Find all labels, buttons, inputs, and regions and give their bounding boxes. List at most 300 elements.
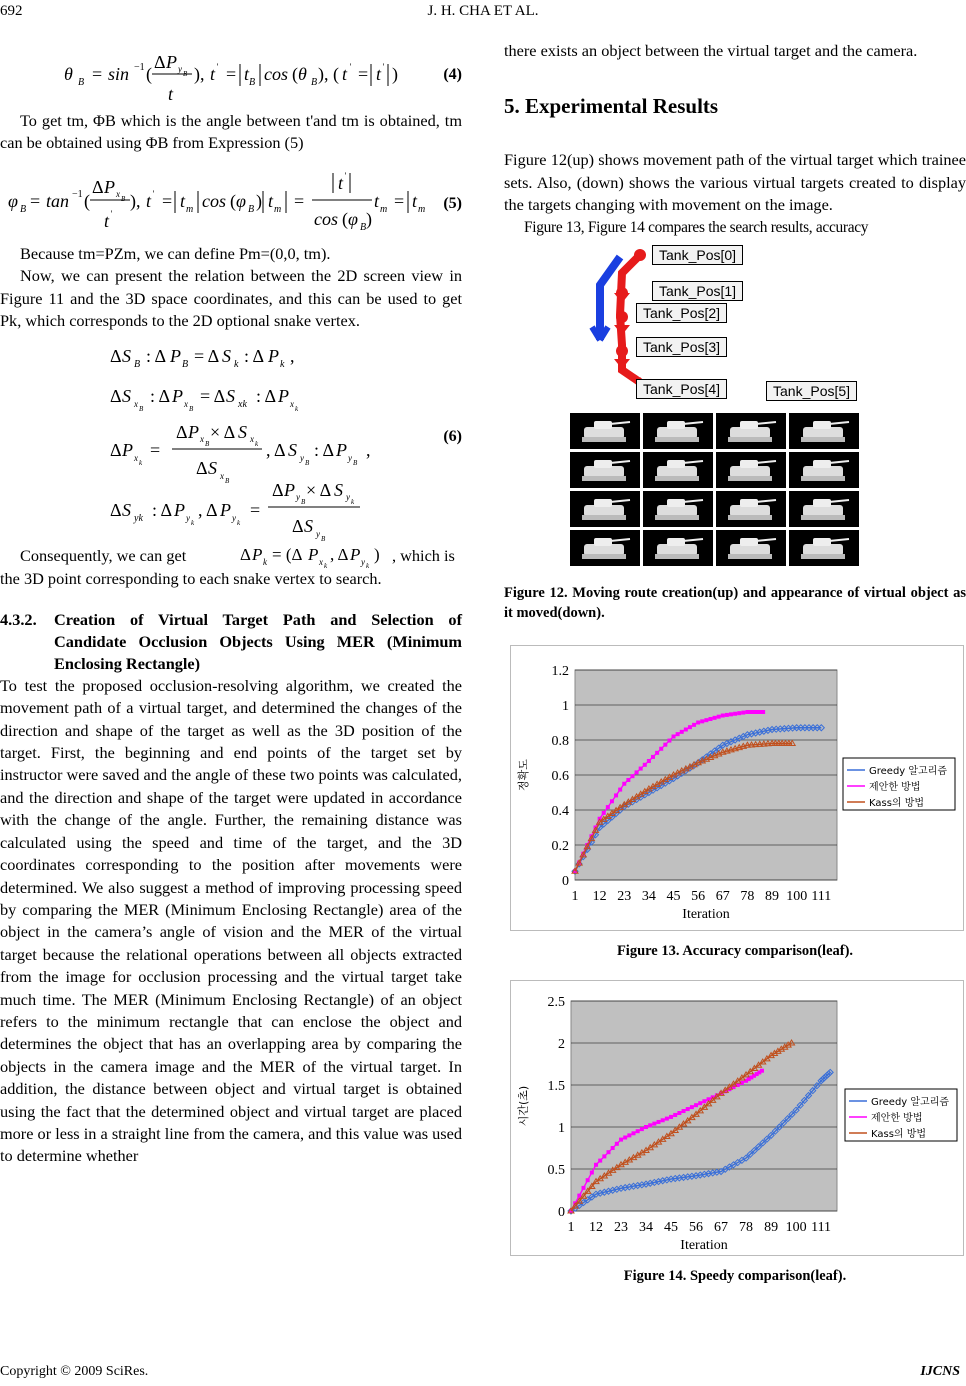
svg-text:B: B	[360, 221, 367, 233]
svg-text:=: =	[162, 190, 173, 211]
data-point	[607, 1150, 611, 1154]
svg-text:x: x	[220, 471, 224, 482]
x-tick-label: 45	[664, 1220, 679, 1236]
data-point	[606, 805, 610, 809]
svg-text:t: t	[342, 64, 348, 84]
data-point	[582, 1186, 586, 1190]
data-point	[737, 711, 741, 715]
subsection-heading	[0, 609, 462, 675]
paragraph: To test the proposed occlusion-resolving algorithm, we created the movement path of a virtual target, and determined the changes of the direction and shape of the target as well as the 3D position of the target. First, the beginning and end points of the target set by instructor were saved and the angle of these two points was calculated, and the direction and shape of the target were updated in accordance with the change of the angle. Further, the remaining distance was calculated using the speed and time of the target, and the 3D coordinates corresponding to the position after movements were determined. We also suggest a method of improving processing speed by comparing the MER (Minimum Enclosing Rectangle) area of the object in the camera’s angle of vision and the MER of the virtual target because the relational operations between all objects extracted from the image for occlusion processing and the virtual target take much time. The MER (Minimum Enclosing Rectangle) of an object refers to the minimum rectangle that can enclose the object and determines the object that has an overlapping area by comparing the objects in the camera image and the MER of the virtual target. In addition, the distance between object and virtual target is obtained using the fact that the determined object and virtual target are placed more or less in a straight line from the camera, and this value was used to determine whether	[0, 675, 462, 1166]
svg-text:,: ,	[290, 346, 295, 367]
svg-text:S: S	[222, 346, 231, 367]
data-point	[713, 716, 717, 720]
data-point	[657, 1120, 661, 1124]
tank-label: Tank_Pos[5]	[766, 381, 857, 401]
y-axis-label: 정확도	[517, 759, 530, 791]
svg-text:P: P	[170, 346, 181, 367]
legend-entry: 제안한 방법	[871, 1113, 923, 1125]
y-tick-label: 0.2	[551, 839, 569, 855]
tank-thumbnail	[643, 413, 713, 449]
data-point	[618, 788, 622, 792]
x-tick-label: 12	[589, 1220, 604, 1236]
paragraph: Figure 12(up) shows movement path of the virtual target which trainee sets. Also, (down) shows the various virtual targets created to display the targets changing with movement on the image.	[504, 150, 966, 215]
svg-text:=: =	[30, 190, 41, 211]
y-tick-label: 0.5	[547, 1163, 565, 1179]
svg-text:P: P	[350, 545, 361, 565]
x-tick-label: 78	[739, 1220, 754, 1236]
svg-text:B: B	[321, 535, 326, 543]
svg-text:t: t	[210, 64, 216, 84]
svg-text:y: y	[361, 557, 365, 568]
svg-text:B: B	[353, 459, 358, 468]
x-tick-label: 56	[689, 1220, 704, 1236]
svg-text:P: P	[174, 500, 185, 521]
x-tick-label: 56	[691, 889, 706, 905]
svg-text:t: t	[104, 210, 110, 231]
svg-text:=: =	[294, 190, 305, 211]
data-point	[684, 728, 688, 732]
svg-text:k: k	[324, 562, 328, 569]
data-point	[610, 799, 614, 803]
left-column	[0, 40, 462, 1168]
data-point	[626, 778, 630, 782]
svg-text:=: =	[250, 500, 261, 521]
svg-text:k: k	[255, 440, 259, 449]
equation-4	[0, 40, 462, 110]
page-number: 692	[0, 3, 23, 19]
data-point	[733, 712, 737, 716]
data-point	[696, 721, 700, 725]
svg-text:P: P	[308, 545, 319, 565]
svg-text:Δ: Δ	[292, 516, 304, 537]
tank-thumbnail	[570, 452, 640, 488]
svg-text:y: y	[346, 492, 350, 503]
journal-name: IJCNS	[920, 1364, 960, 1379]
data-point	[673, 1113, 677, 1117]
data-point	[636, 1129, 640, 1133]
data-point	[619, 1138, 623, 1142]
tank-thumbnail	[716, 452, 786, 488]
svg-text:': '	[344, 170, 346, 181]
data-point	[672, 735, 676, 739]
svg-text:): )	[392, 64, 398, 84]
tank-label: Tank_Pos[3]	[636, 337, 727, 357]
data-point	[644, 1125, 648, 1129]
tank-label: Tank_Pos[4]	[636, 379, 727, 399]
svg-text:: Δ: : Δ	[314, 440, 335, 461]
data-point	[677, 1111, 681, 1115]
data-point	[602, 811, 606, 815]
svg-text:S: S	[122, 386, 131, 407]
svg-text:Δ: Δ	[196, 458, 208, 479]
data-point	[594, 1163, 598, 1167]
svg-text:),: ),	[194, 64, 205, 84]
svg-text:: Δ: : Δ	[152, 500, 173, 521]
x-tick-label: 1	[567, 1220, 575, 1236]
data-point	[680, 730, 684, 734]
svg-text:S: S	[122, 500, 131, 521]
data-point	[663, 743, 667, 747]
svg-text:B: B	[301, 498, 306, 507]
data-point	[721, 714, 725, 718]
svg-text:k: k	[237, 519, 241, 528]
subsection-title: Creation of Virtual Target Path and Selection of Candidate Occlusion Objects Using MER (Minimum Enclosing Rectangle)	[54, 609, 462, 673]
svg-text:t: t	[338, 172, 344, 193]
paragraph: there exists an object between the virtual target and the camera.	[504, 41, 918, 60]
svg-text:P: P	[188, 422, 199, 443]
x-tick-label: 23	[614, 1220, 629, 1236]
equation-5	[0, 155, 462, 243]
y-tick-label: 1.5	[547, 1079, 565, 1095]
svg-text:P: P	[166, 52, 177, 72]
svg-text:P: P	[268, 346, 279, 367]
svg-text:), (: ), (	[318, 64, 339, 84]
svg-text:P: P	[104, 176, 115, 197]
tank-thumbnail	[570, 413, 640, 449]
data-point	[615, 1142, 619, 1146]
svg-text:': '	[216, 62, 218, 72]
svg-text:yk: yk	[134, 513, 143, 525]
svg-text:B: B	[78, 77, 85, 88]
figure-14-chart	[510, 980, 964, 1256]
data-point	[729, 712, 733, 716]
svg-text:= Δ: = Δ	[200, 386, 226, 407]
y-tick-label: 0.8	[551, 734, 569, 750]
tank-thumbnail	[643, 530, 713, 566]
svg-text:−1: −1	[134, 62, 145, 73]
svg-text:t: t	[146, 190, 152, 211]
svg-text:B: B	[134, 359, 141, 371]
legend-entry: Greedy 알고리즘	[869, 766, 948, 778]
data-point	[676, 732, 680, 736]
x-tick-label: 67	[714, 1220, 729, 1236]
data-point	[761, 710, 765, 714]
svg-text:φ: φ	[236, 190, 246, 211]
svg-text:Δ: Δ	[110, 386, 122, 407]
svg-text:y: y	[186, 513, 190, 524]
svg-text:B: B	[225, 477, 230, 486]
tank-thumbnail	[789, 413, 859, 449]
svg-text:t: t	[268, 190, 274, 211]
svg-text:m: m	[418, 203, 426, 215]
equation-5-label: (5)	[443, 194, 462, 212]
svg-text:t: t	[374, 190, 380, 211]
data-point	[661, 1118, 665, 1122]
svg-text:Δ: Δ	[110, 500, 122, 521]
svg-text:': '	[152, 188, 154, 199]
svg-text:m: m	[186, 203, 194, 215]
svg-text:t: t	[244, 64, 250, 84]
x-axis-label: Iteration	[680, 1238, 728, 1254]
svg-text:x: x	[134, 399, 138, 410]
svg-text:k: k	[280, 359, 285, 371]
svg-text:B: B	[189, 405, 194, 414]
svg-text:t: t	[180, 190, 186, 211]
data-point	[630, 774, 634, 778]
tank-thumbnail	[789, 530, 859, 566]
svg-text:, Δ: , Δ	[266, 440, 286, 461]
svg-text:S: S	[238, 422, 247, 443]
svg-text:): )	[374, 545, 380, 565]
svg-text:P: P	[336, 440, 347, 461]
svg-text:S: S	[304, 516, 313, 537]
svg-text:(: (	[292, 64, 298, 84]
svg-text:Δ: Δ	[176, 422, 188, 443]
svg-text:cos: cos	[202, 190, 226, 211]
equation-6-label: (6)	[443, 428, 462, 446]
data-point	[651, 755, 655, 759]
svg-text:sin: sin	[108, 64, 130, 84]
y-tick-label: 2	[558, 1037, 565, 1053]
legend-entry: 제안한 방법	[869, 782, 921, 794]
right-column	[504, 40, 966, 1285]
data-point	[639, 767, 643, 771]
svg-text:B: B	[249, 77, 256, 88]
svg-text:=: =	[150, 440, 161, 461]
svg-text:y: y	[316, 529, 320, 540]
tank-thumbnail	[570, 491, 640, 527]
svg-text:m: m	[274, 203, 282, 215]
svg-text:× Δ: × Δ	[210, 422, 236, 443]
data-point	[688, 725, 692, 729]
paragraph: Now, we can present the relation between the 2D screen view in Figure 11 and the 3D space coordinates, and this can be used to get Pk, which corresponds to the 2D optional snake vertex.	[0, 266, 462, 331]
data-point	[700, 719, 704, 723]
data-point	[760, 1069, 764, 1073]
y-tick-label: 0.6	[551, 769, 569, 785]
data-point	[598, 1159, 602, 1163]
data-point	[667, 739, 671, 743]
svg-text:=: =	[394, 190, 405, 211]
paragraph-start: Consequently, we can get	[20, 546, 187, 566]
svg-text:t: t	[168, 84, 174, 104]
svg-text:y: y	[348, 453, 352, 464]
svg-text:k: k	[234, 359, 239, 371]
tank-thumbnail	[716, 491, 786, 527]
data-point	[659, 747, 663, 751]
svg-text:': '	[349, 62, 351, 72]
svg-text:× Δ: × Δ	[306, 480, 332, 501]
tank-thumbnail	[789, 491, 859, 527]
data-point	[698, 1101, 702, 1105]
svg-text:tan: tan	[46, 190, 70, 211]
svg-text:(: (	[146, 64, 152, 84]
x-tick-label: 45	[666, 889, 681, 905]
data-point	[717, 715, 721, 719]
y-tick-label: 1	[558, 1121, 565, 1137]
svg-text:B: B	[121, 194, 126, 203]
svg-text:S: S	[122, 346, 131, 367]
svg-text:Δ: Δ	[272, 480, 284, 501]
svg-text:φ: φ	[8, 190, 18, 211]
svg-text:B: B	[205, 440, 210, 449]
svg-text:x: x	[116, 188, 120, 199]
svg-text:cos: cos	[314, 208, 338, 229]
data-point	[648, 1123, 652, 1127]
paragraph	[0, 546, 462, 568]
svg-text:B: B	[183, 70, 188, 78]
data-point	[692, 723, 696, 727]
data-point	[647, 759, 651, 763]
svg-text:S: S	[334, 480, 343, 501]
svg-text:k: k	[191, 519, 195, 528]
svg-text:= Δ: = Δ	[194, 346, 220, 367]
svg-text:P: P	[278, 386, 289, 407]
svg-text:φ: φ	[348, 208, 358, 229]
svg-text:S: S	[226, 386, 235, 407]
svg-text:x: x	[184, 399, 188, 410]
accuracy-chart	[511, 646, 963, 930]
x-tick-label: 100	[785, 1220, 807, 1236]
x-tick-label: 23	[617, 889, 632, 905]
svg-text:x: x	[250, 434, 254, 445]
svg-text:xk: xk	[238, 399, 247, 411]
y-tick-label: 1.2	[551, 664, 569, 680]
svg-text:k: k	[263, 557, 267, 568]
x-tick-label: 1	[571, 889, 579, 905]
figure-13-caption: Figure 13. Accuracy comparison(leaf).	[616, 943, 854, 960]
data-point	[622, 782, 626, 786]
svg-text:Δ: Δ	[110, 346, 122, 367]
svg-text:P: P	[122, 440, 133, 461]
svg-text:B: B	[20, 203, 27, 215]
svg-text:B: B	[139, 405, 144, 414]
data-point	[632, 1131, 636, 1135]
y-tick-label: 2.5	[547, 995, 565, 1011]
svg-text:θ: θ	[298, 64, 307, 84]
svg-text:m: m	[380, 203, 388, 215]
speed-chart	[511, 981, 963, 1255]
tank-thumbnail-grid	[570, 413, 860, 569]
tank-thumbnail	[643, 491, 713, 527]
svg-text:,: ,	[366, 440, 371, 461]
figure-14-caption: Figure 14. Speedy comparison(leaf).	[623, 1268, 847, 1285]
svg-text:y: y	[178, 64, 182, 74]
y-tick-label: 1	[562, 699, 569, 715]
data-point	[682, 1109, 686, 1113]
data-point	[725, 713, 729, 717]
svg-text:): )	[366, 208, 372, 229]
x-tick-label: 111	[811, 1220, 832, 1236]
data-point	[686, 1107, 690, 1111]
tank-thumbnail	[716, 413, 786, 449]
y-tick-label: 0.4	[551, 804, 569, 820]
data-point	[586, 1178, 590, 1182]
svg-text:B: B	[182, 359, 189, 371]
section-heading: 5. Experimental Results	[504, 94, 719, 119]
x-tick-label: 12	[592, 889, 607, 905]
x-axis-label: Iteration	[682, 907, 730, 923]
x-tick-label: 111	[811, 889, 832, 905]
data-point	[590, 1171, 594, 1175]
svg-text:cos: cos	[264, 64, 288, 84]
svg-text:k: k	[351, 498, 355, 507]
svg-text:y: y	[232, 513, 236, 524]
data-point	[611, 1146, 615, 1150]
svg-text:P: P	[284, 480, 295, 501]
figure-13-chart	[510, 645, 964, 931]
svg-text:: Δ: : Δ	[150, 386, 171, 407]
svg-text:): )	[256, 190, 262, 211]
legend-entry: Kass의 방법	[869, 798, 925, 810]
svg-text:k: k	[139, 459, 143, 468]
svg-text:, Δ: , Δ	[198, 500, 218, 521]
data-point	[741, 711, 745, 715]
svg-text:': '	[382, 62, 384, 72]
svg-text:S: S	[208, 458, 217, 479]
subsection-number: 4.3.2.	[0, 609, 37, 629]
svg-text:),: ),	[130, 190, 141, 211]
data-point	[623, 1136, 627, 1140]
paragraph-cont: , which is	[392, 546, 455, 566]
figure-12-caption: Figure 12. Moving route creation(up) and appearance of virtual object as it moved(down).	[504, 585, 966, 622]
data-point	[690, 1105, 694, 1109]
x-tick-label: 89	[764, 1220, 779, 1236]
svg-text:t: t	[412, 190, 418, 211]
data-point	[640, 1127, 644, 1131]
y-tick-label: 0	[562, 874, 569, 890]
svg-text:: Δ: : Δ	[146, 346, 167, 367]
data-point	[702, 1099, 706, 1103]
svg-text:x: x	[134, 453, 138, 464]
x-tick-label: 100	[786, 889, 808, 905]
data-point	[704, 718, 708, 722]
svg-text:B: B	[305, 459, 310, 468]
tank-label: Tank_Pos[2]	[636, 303, 727, 323]
svg-text:y: y	[296, 492, 300, 503]
svg-text:B: B	[248, 203, 255, 215]
svg-text:P: P	[252, 545, 263, 565]
data-point	[602, 1154, 606, 1158]
svg-text:−1: −1	[72, 188, 83, 200]
paragraph: Because tm=PZm, we can define Pm=(0,0, tm).	[20, 243, 331, 263]
equation-inline	[236, 538, 406, 568]
svg-text:P: P	[172, 386, 183, 407]
svg-text:=: =	[226, 64, 237, 84]
legend-entry: Greedy 알고리즘	[871, 1097, 950, 1109]
y-tick-label: 0	[558, 1205, 565, 1221]
svg-text:= (Δ: = (Δ	[272, 545, 303, 565]
svg-text:Δ: Δ	[92, 176, 104, 197]
svg-text:k: k	[366, 562, 370, 569]
svg-text:(: (	[84, 190, 90, 211]
svg-text:(: (	[230, 190, 236, 211]
page-header	[0, 0, 966, 24]
tank-label: Tank_Pos[1]	[652, 281, 743, 301]
copyright: Copyright © 2009 SciRes.	[0, 1364, 149, 1379]
tank-thumbnail	[570, 530, 640, 566]
svg-text:Δ: Δ	[240, 545, 251, 565]
svg-text:=: =	[358, 64, 369, 84]
svg-text:y: y	[300, 453, 304, 464]
svg-text:t: t	[376, 64, 382, 84]
data-point	[655, 751, 659, 755]
data-point	[614, 793, 618, 797]
data-point	[635, 770, 639, 774]
svg-text:B: B	[311, 77, 318, 88]
svg-text:: Δ: : Δ	[244, 346, 265, 367]
svg-text:θ: θ	[64, 64, 73, 84]
legend-entry: Kass의 방법	[871, 1129, 927, 1141]
running-authors: J. H. CHA ET AL.	[427, 3, 539, 19]
equation-4-label: (4)	[443, 66, 462, 83]
svg-text:': '	[110, 208, 112, 219]
svg-text:=: =	[92, 64, 103, 84]
data-point	[627, 1133, 631, 1137]
svg-text:Δ: Δ	[154, 52, 166, 72]
data-point	[652, 1122, 656, 1126]
x-tick-label: 34	[639, 1220, 654, 1236]
svg-text:(: (	[342, 208, 348, 229]
